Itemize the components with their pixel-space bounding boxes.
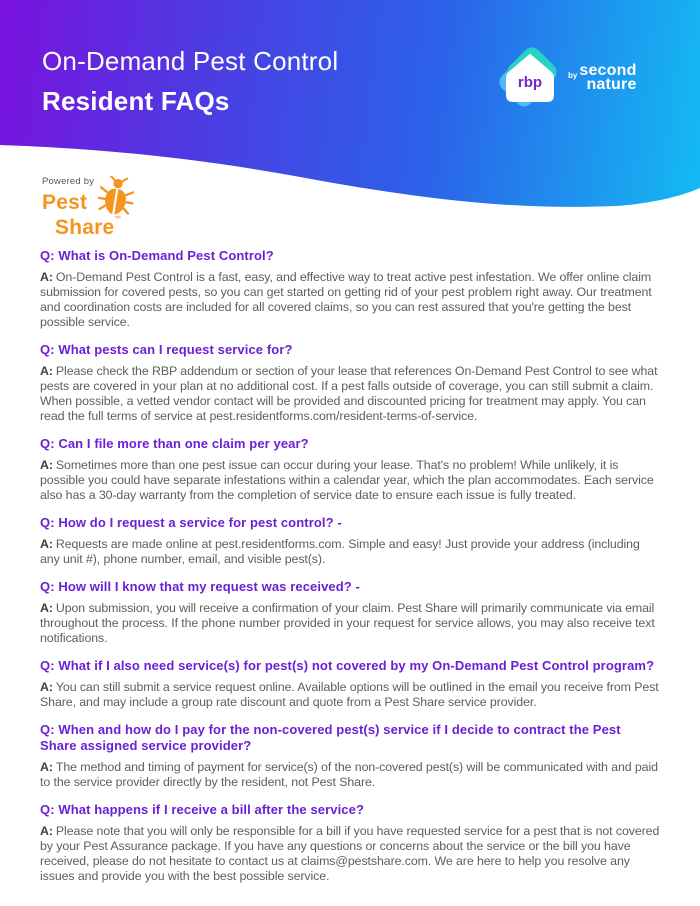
faq-item <box>40 658 660 710</box>
faq-item <box>40 342 660 424</box>
rbp-logo-text: rbp <box>517 74 543 91</box>
house-icon <box>502 50 558 106</box>
pestshare-logo <box>42 176 182 240</box>
answer-label: A: <box>40 824 53 838</box>
second-nature-wordmark <box>568 64 637 92</box>
rbp-logo <box>502 50 637 106</box>
trademark: ™ <box>114 216 122 223</box>
question-heading: Q: What happens if I receive a bill after the service? <box>40 802 365 817</box>
answer-text: A: Sometimes more than one pest issue can occur during your lease. That's no problem! While unlikely, it is possible you could have separate infestations within a calendar year, which the plan accommodates. Each service also has a 30-day warranty from the completion of service date to ensure each issue is fully treated. <box>40 458 654 502</box>
answer-label: A: <box>40 537 53 551</box>
question-heading: Q: How do I request a service for pest control? - <box>40 515 342 530</box>
page-title-line2: Resident FAQs <box>42 86 230 116</box>
question-heading: Q: How will I know that my request was received? - <box>40 579 360 594</box>
answer-label: A: <box>40 364 53 378</box>
faq-item <box>40 802 660 884</box>
rbp-badge <box>502 50 558 106</box>
page-title <box>42 46 338 117</box>
answer-text: A: You can still submit a service request online. Available options will be outlined in the email you receive from Pest Share, and may include a group rate discount and quote from a Pest Share service provider. <box>40 680 659 709</box>
share-word: Share™ <box>55 216 122 239</box>
question-heading: Q: What pests can I request service for? <box>40 342 293 357</box>
faq-item <box>40 579 660 646</box>
question-heading: Q: What if I also need service(s) for pest(s) not covered by my On-Demand Pest Control program? <box>40 658 655 673</box>
answer-text: A: Please note that you will only be responsible for a bill if you have requested service for a pest that is not covered by your Pest Assurance package. If you have any questions or concerns about the service or the bill you have received, please do not hesitate to contact us at claims@pestshare.com. We are here to help you resolve any issues and provide you with the best possible service. <box>40 824 660 883</box>
brand-name-nature: nature <box>586 76 637 93</box>
question-heading: Q: What is On-Demand Pest Control? <box>40 248 274 263</box>
faq-list <box>40 248 660 884</box>
answer-label: A: <box>40 270 53 284</box>
answer-text: A: The method and timing of payment for service(s) of the non-covered pest(s) will be communicated with and paid to the service provider directly by the resident, not Pest Share. <box>40 760 658 789</box>
faq-item <box>40 436 660 503</box>
by-label: by <box>568 71 578 80</box>
answer-label: A: <box>40 760 53 774</box>
brand-name-second: second <box>579 62 637 79</box>
faq-item <box>40 515 660 567</box>
answer-text: A: Requests are made online at pest.residentforms.com. Simple and easy! Just provide your address (including any unit #), phone number, email, and visible pest(s). <box>40 537 640 566</box>
question-heading: Q: When and how do I pay for the non-covered pest(s) service if I decide to contract the Pest Share assigned service provider? <box>40 722 621 753</box>
faq-item <box>40 722 660 790</box>
faq-item <box>40 248 660 330</box>
question-heading: Q: Can I file more than one claim per year? <box>40 436 309 451</box>
answer-label: A: <box>40 458 53 472</box>
answer-label: A: <box>40 680 53 694</box>
answer-text: A: On-Demand Pest Control is a fast, easy, and effective way to treat active pest infestation. We offer online claim submission for covered pests, so you can get started on getting rid of your pest problem right away. Our treatment and coordination costs are included for all covered claims, so you can rest assured that you're getting the best possible service. <box>40 270 652 329</box>
powered-by-label: Powered by <box>42 176 95 187</box>
answer-label: A: <box>40 601 53 615</box>
page-title-line1: On-Demand Pest Control <box>42 46 339 76</box>
pest-word: Pest <box>42 191 88 214</box>
beetle-icon <box>98 176 134 218</box>
answer-text: A: Upon submission, you will receive a confirmation of your claim. Pest Share will primarily communicate via email throughout the process. If the phone number provided in your request for service allows, you may also receive text notifications. <box>40 601 655 645</box>
answer-text: A: Please check the RBP addendum or section of your lease that references On-Demand Pest Control to see what pests are covered in your plan at no additional cost. If a pest falls outside of coverage, you can still submit a claim. When possible, a vetted vendor contact will be provided and discounted pricing for treatment may apply. You can read the full terms of service at pest.residentforms.com/resident-terms-of-service. <box>40 364 658 423</box>
